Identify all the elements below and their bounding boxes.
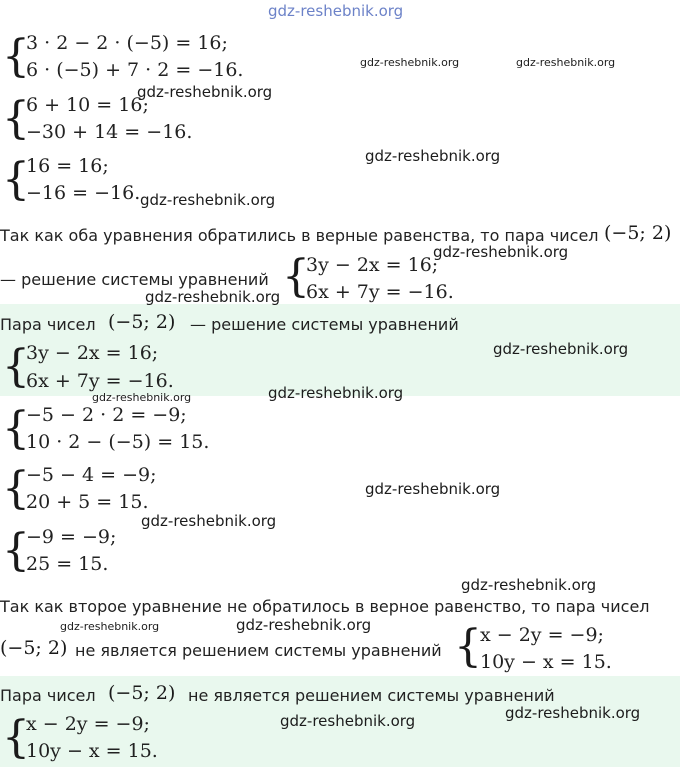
answer-1-prefix: Пара чисел xyxy=(0,315,96,334)
equation-line: 6x + 7y = −16. xyxy=(26,370,174,392)
brace-icon: { xyxy=(2,403,30,454)
equation-line: 3 · 2 − 2 · (−5) = 16; xyxy=(26,32,228,54)
brace-icon: { xyxy=(2,154,30,205)
equation-line: −5 − 2 · 2 = −9; xyxy=(26,404,187,426)
conclusion-2-text-2: не является решением системы уравнений xyxy=(75,641,442,660)
equation-line: 3y − 2x = 16; xyxy=(26,342,159,364)
site-watermark: gdz-reshebnik.org xyxy=(516,56,616,69)
site-watermark: gdz-reshebnik.org xyxy=(236,616,372,634)
conclusion-2-text: Так как второе уравнение не обратилось в верное равенство, то пара чисел xyxy=(0,597,650,616)
brace-icon: { xyxy=(2,31,30,82)
equation-line: 10y − x = 15. xyxy=(480,651,612,673)
equation-line: 10 · 2 − (−5) = 15. xyxy=(26,431,210,453)
site-watermark: gdz-reshebnik.org xyxy=(92,391,192,404)
site-watermark: gdz-reshebnik.org xyxy=(280,712,416,730)
equation-line: x − 2y = −9; xyxy=(26,713,150,735)
answer-2-pair: (−5; 2) xyxy=(108,682,176,704)
site-watermark: gdz-reshebnik.org xyxy=(145,288,281,306)
site-watermark: gdz-reshebnik.org xyxy=(268,384,404,402)
equation-line: 16 = 16; xyxy=(26,155,109,177)
conclusion-2-pair: (−5; 2) xyxy=(0,637,68,659)
conclusion-1-text-2: — решение системы уравнений xyxy=(0,270,269,289)
equation-line: 6x + 7y = −16. xyxy=(306,281,454,303)
site-watermark: gdz-reshebnik.org xyxy=(137,83,273,101)
equation-line: x − 2y = −9; xyxy=(480,624,604,646)
brace-icon: { xyxy=(2,712,30,763)
answer-1-pair: (−5; 2) xyxy=(108,311,176,333)
brace-icon: { xyxy=(454,621,482,672)
equation-line: 3y − 2x = 16; xyxy=(306,254,439,276)
brace-icon: { xyxy=(2,525,30,576)
site-watermark: gdz-reshebnik.org xyxy=(493,340,629,358)
site-watermark: gdz-reshebnik.org xyxy=(141,512,277,530)
answer-2-prefix: Пара чисел xyxy=(0,686,96,705)
equation-line: 10y − x = 15. xyxy=(26,740,158,762)
equation-line: 25 = 15. xyxy=(26,553,109,575)
site-watermark-top: gdz-reshebnik.org xyxy=(268,2,404,20)
equation-line: 6 + 10 = 16; xyxy=(26,94,149,116)
site-watermark: gdz-reshebnik.org xyxy=(365,147,501,165)
equation-line: −30 + 14 = −16. xyxy=(26,121,193,143)
site-watermark: gdz-reshebnik.org xyxy=(365,480,501,498)
site-watermark: gdz-reshebnik.org xyxy=(433,243,569,261)
brace-icon: { xyxy=(2,93,30,144)
conclusion-1-text: Так как оба уравнения обратились в верные равенства, то пара чисел xyxy=(0,226,599,245)
brace-icon: { xyxy=(282,251,310,302)
brace-icon: { xyxy=(2,463,30,514)
equation-line: −9 = −9; xyxy=(26,526,117,548)
answer-2-suffix: не является решением системы уравнений xyxy=(188,686,555,705)
equation-line: 20 + 5 = 15. xyxy=(26,491,149,513)
brace-icon: { xyxy=(2,341,30,392)
site-watermark: gdz-reshebnik.org xyxy=(360,56,460,69)
site-watermark: gdz-reshebnik.org xyxy=(140,191,276,209)
equation-line: −5 − 4 = −9; xyxy=(26,464,157,486)
conclusion-1-pair: (−5; 2) xyxy=(604,222,672,244)
answer-1-suffix: — решение системы уравнений xyxy=(190,315,459,334)
equation-line: 6 · (−5) + 7 · 2 = −16. xyxy=(26,59,244,81)
equation-line: −16 = −16. xyxy=(26,182,141,204)
site-watermark: gdz-reshebnik.org xyxy=(505,704,641,722)
site-watermark: gdz-reshebnik.org xyxy=(461,576,597,594)
site-watermark: gdz-reshebnik.org xyxy=(60,620,160,633)
